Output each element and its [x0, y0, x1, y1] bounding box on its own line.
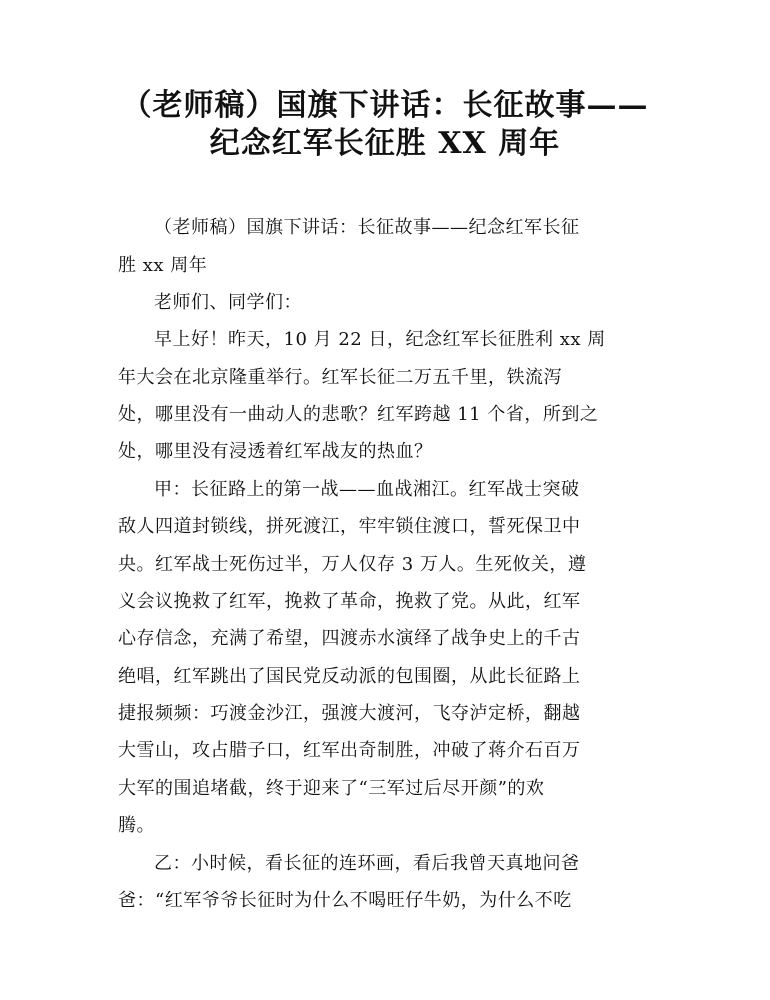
document-title-line-1: （老师稿）国旗下讲话：长征故事—— — [121, 88, 649, 123]
document-title-line-2: 纪念红军长征胜 XX 周年 — [209, 126, 561, 161]
text-line: 爸：“红军爷爷长征时为什么不喝旺仔牛奶，为什么不吃 — [118, 890, 572, 911]
text-line: 乙：小时候，看长征的连环画，看后我曾天真地问爸 — [154, 853, 580, 874]
text-line: 胜 xx 周年 — [118, 255, 208, 276]
text-line: 绝唱，红军跳出了国民党反动派的包围圈，从此长征路上 — [118, 666, 581, 687]
text-line: 处，哪里没有一曲动人的悲歌？红军跨越 11 个省，所到之 — [118, 404, 599, 425]
text-line: 央。红军战士死伤过半，万人仅存 3 万人。生死攸关，遵 — [118, 554, 587, 575]
text-line: （老师稿）国旗下讲话：长征故事——纪念红军长征 — [154, 217, 580, 238]
text-line: 年大会在北京隆重举行。红军长征二万五千里，铁流泻 — [118, 367, 562, 388]
text-line: 老师们、同学们： — [154, 292, 302, 313]
text-line: 处，哪里没有浸透着红军战友的热血？ — [118, 441, 433, 462]
text-line: 腾。 — [118, 815, 155, 836]
text-line: 敌人四道封锁线，拼死渡江，牢牢锁住渡口，誓死保卫中 — [118, 516, 581, 537]
text-line: 心存信念，充满了希望，四渡赤水演绎了战争史上的千古 — [118, 628, 581, 649]
text-line: 捷报频频：巧渡金沙江，强渡大渡河，飞夺泸定桥，翻越 — [118, 703, 581, 724]
text-line: 大雪山，攻占腊子口，红军出奇制胜，冲破了蒋介石百万 — [118, 740, 581, 761]
text-line: 早上好！昨天，10 月 22 日，纪念红军长征胜利 xx 周 — [154, 329, 606, 350]
text-line: 甲：长征路上的第一战——血战湘江。红军战士突破 — [154, 479, 580, 500]
text-line: 大军的围追堵截，终于迎来了“三军过后尽开颜”的欢 — [118, 778, 545, 799]
text-line: 义会议挽救了红军，挽救了革命，挽救了党。从此，红军 — [118, 591, 581, 612]
